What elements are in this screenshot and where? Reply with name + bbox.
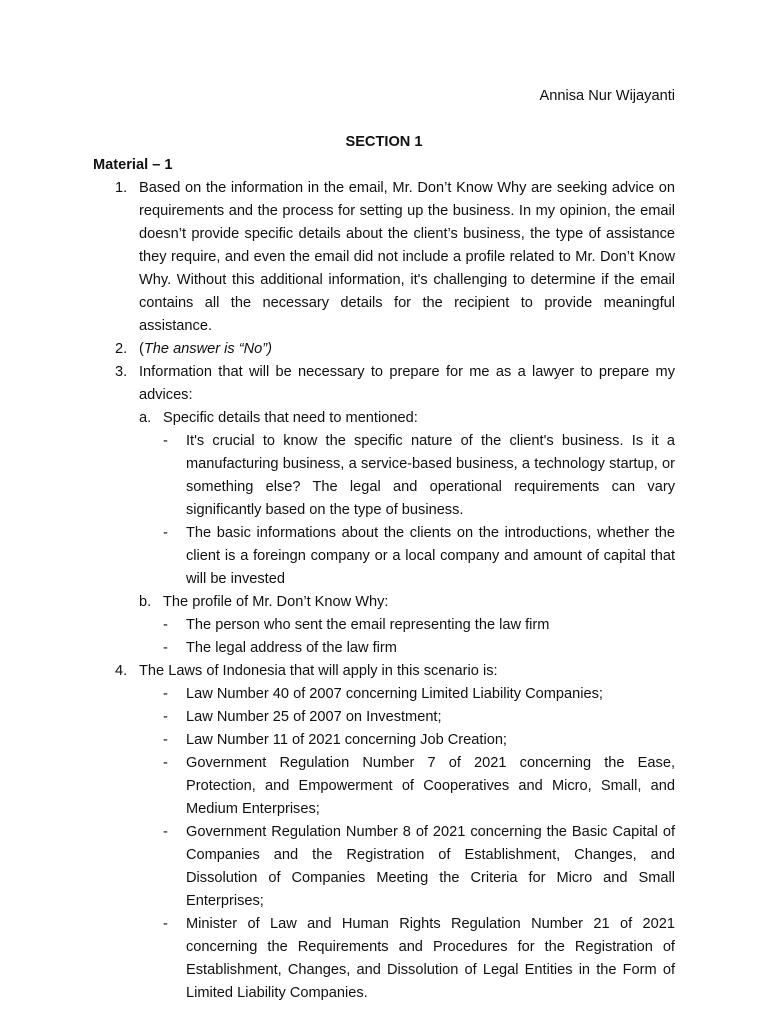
bullet-dash: - [163,617,168,633]
bullet-item [163,637,675,660]
section-title: SECTION 1 [345,134,423,150]
bullet-dash: - [163,916,168,932]
bullet-text: Government Regulation Number 8 of 2021 concerning the Basic Capital of Companies and the Registration of Establishment, Changes, and Dissolution of Companies Meeting the Criteria for Micro and Small Enterprises; [186,824,675,909]
bullet-item [163,614,675,637]
bullet-text: Law Number 25 of 2007 on Investment; [186,709,442,725]
bullet-text: Government Regulation Number 7 of 2021 concerning the Ease, Protection, and Empowerment of Cooperatives and Micro, Small, and Medium Enterprises; [186,755,675,817]
sub-item-letter: a. [139,410,152,426]
bullet-dash: - [163,640,168,656]
bullet-item [163,752,675,821]
bullet-text: The person who sent the email representing the law firm [186,617,550,633]
bullet-dash: - [163,732,168,748]
bullet-text: Law Number 11 of 2021 concerning Job Creation; [186,732,507,748]
item-number: 1. [115,180,128,196]
answer-text: The answer is “No”) [143,341,273,357]
bullet-item [163,683,675,706]
material-heading: Material – 1 [93,157,173,173]
item-number: 3. [115,364,128,380]
bullet-dash: - [163,433,168,449]
bullet-text: Minister of Law and Human Rights Regulation Number 21 of 2021 concerning the Requirements and Procedures for the Registration of Establishment, Changes, and Dissolution of Legal Entities in the Form of Limited Liability Companies. [186,916,675,1001]
numbered-list [115,177,675,1005]
bullet-item [163,706,675,729]
list-item-4 [115,660,675,1005]
bullet-text: The legal address of the law firm [186,640,397,656]
sub-item-b [139,591,675,660]
bullet-dash: - [163,686,168,702]
bullet-item [163,729,675,752]
item-text: The Laws of Indonesia that will apply in this scenario is: [139,663,498,679]
item-text: Based on the information in the email, Mr. Don’t Know Why are seeking advice on requirements and the process for setting up the business. In my opinion, the email doesn’t provide specific details about the client’s business, the type of assistance they require, and even the email did not include a profile related to Mr. Don’t Know Why. Without this additional information, it's challenging to determine if the email contains all the necessary details for the recipient to provide meaningful assistance. [139,180,675,334]
sub-item-letter: b. [139,594,152,610]
law-list [139,683,675,1005]
bullet-dash: - [163,824,168,840]
item-text [139,338,675,361]
bullet-item [163,821,675,913]
bullet-item [163,522,675,591]
sub-item-a [139,407,675,591]
author-name: Annisa Nur Wijayanti [539,88,675,104]
list-item-3 [115,361,675,660]
list-item-1 [115,177,675,338]
bullet-dash: - [163,755,168,771]
bullet-item [163,430,675,522]
list-item-2 [115,338,675,361]
bullet-text: The basic informations about the clients on the introductions, whether the client is a foreingn company or a local company and amount of capital that will be invested [186,525,675,587]
bullet-item [163,913,675,1005]
sub-item-text: The profile of Mr. Don’t Know Why: [163,594,389,610]
bullet-dash: - [163,525,168,541]
sub-item-text: Specific details that need to mentioned: [163,410,418,426]
bullet-text: It's crucial to know the specific nature of the client's business. Is it a manufacturing business, a service-based business, a technology startup, or something else? The legal and operational requirements can vary significantly based on the type of business. [186,433,675,518]
item-text: Information that will be necessary to prepare for me as a lawyer to prepare my advices: [139,364,675,403]
answer-open-paren: ( [139,341,144,357]
bullet-text: Law Number 40 of 2007 concerning Limited Liability Companies; [186,686,603,702]
item-number: 4. [115,663,128,679]
bullet-dash: - [163,709,168,725]
item-number: 2. [115,341,128,357]
